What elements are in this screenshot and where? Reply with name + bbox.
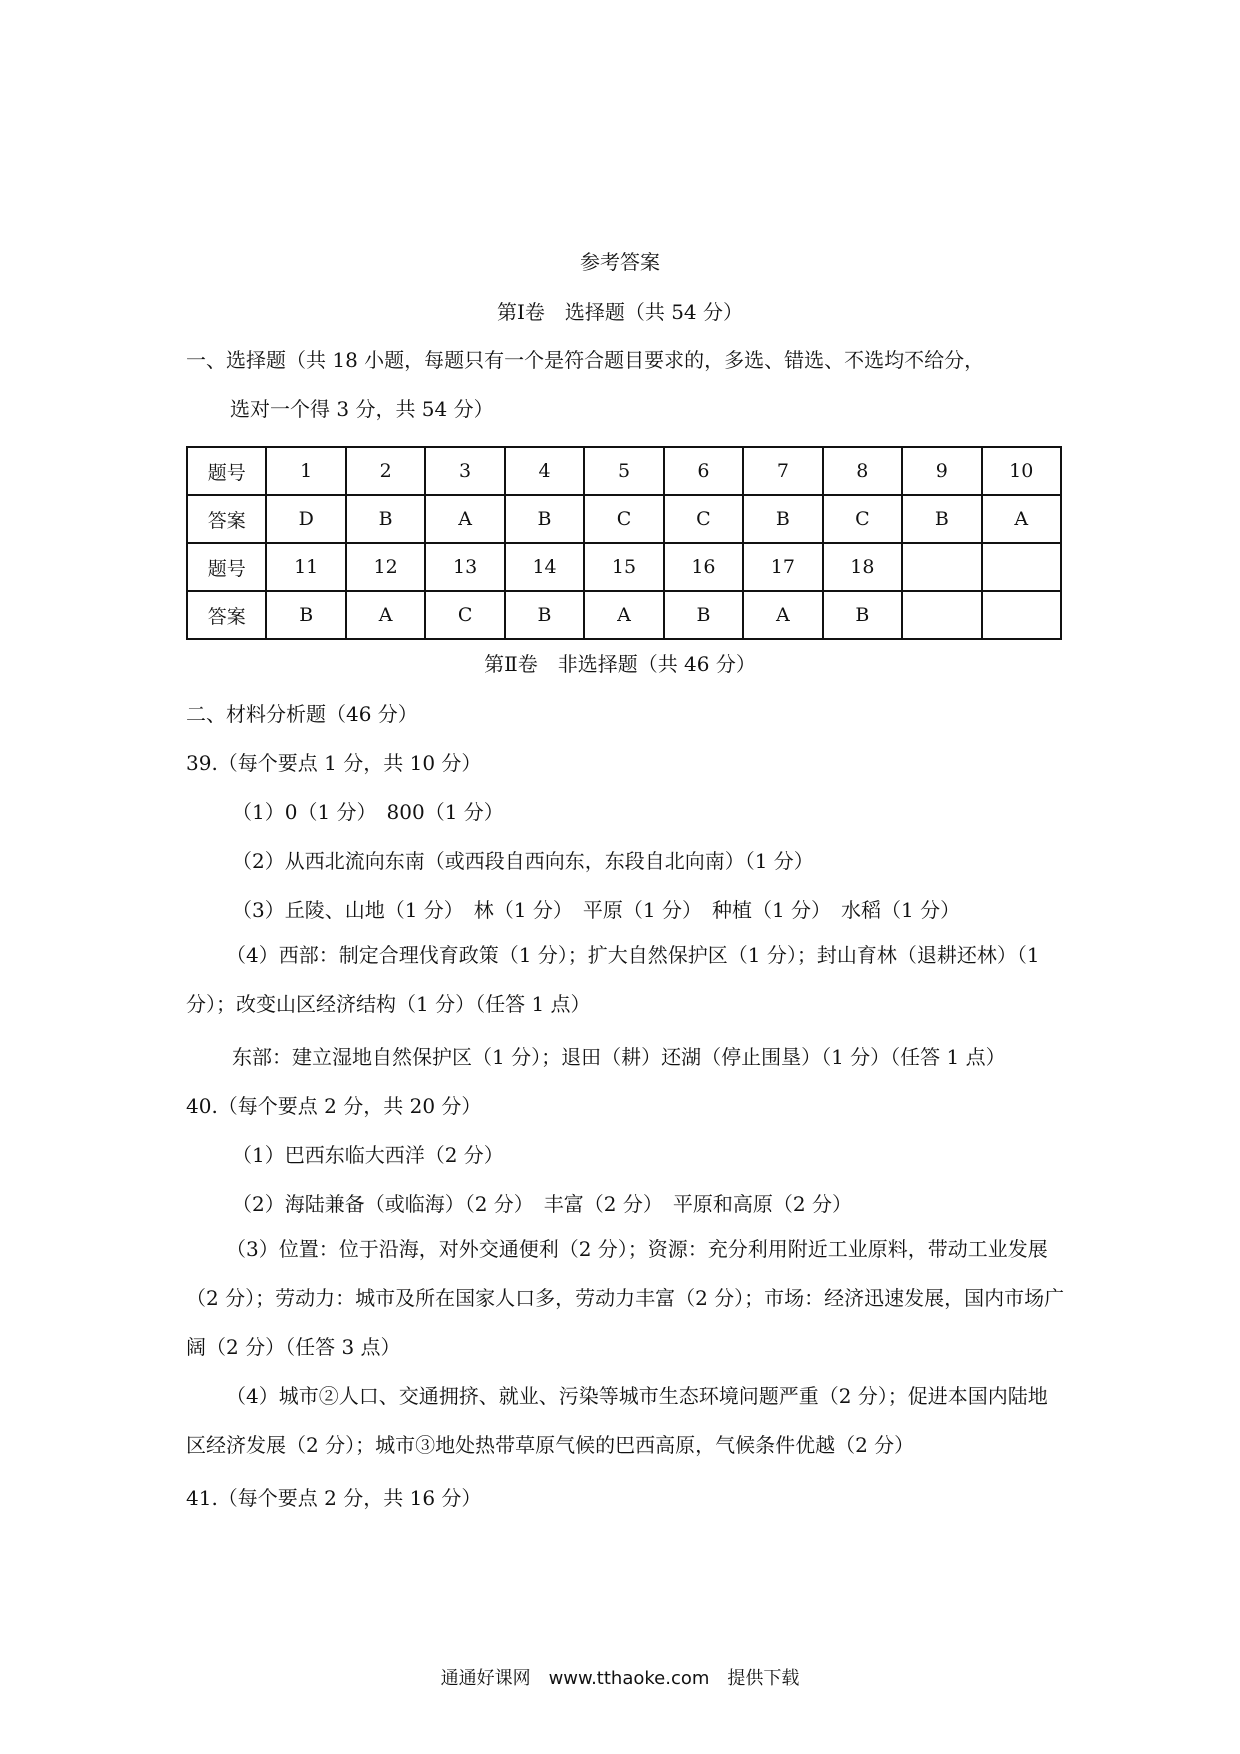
q40-answer-3: （3）位置：位于沿海，对外交通便利（2 分）；资源：充分利用附近工业原料，带动工业发展（2 分）；劳动力：城市及所在国家人口多，劳动力丰富（2 分）；市场：经济迅速发展，国内市场广阔（2 分）（任答 3 点） [186,1237,1065,1359]
table-cell: 10 [982,447,1061,495]
table-cell: 7 [743,447,822,495]
table-cell: B [505,591,584,639]
table-cell: A [346,591,425,639]
q39-answer-4-east: 东部：建立湿地自然保护区（1 分）；退田（耕）还湖（停止围垦）（1 分）（任答 1 点） [232,1045,1006,1069]
table-cell: B [505,495,584,543]
section2-heading: 第Ⅱ卷 非选择题（共 46 分） [484,652,756,676]
table-cell: B [266,591,345,639]
table-cell: 17 [743,543,822,591]
footer-credit: 通通好课网 www.tthaoke.com 提供下载 [440,1668,800,1689]
table-cell: A [425,495,504,543]
table-cell: C [425,591,504,639]
table-cell: 12 [346,543,425,591]
q39-answer-4: （4）西部：制定合理伐育政策（1 分）；扩大自然保护区（1 分）；封山育林（退耕还林）（1 分）；改变山区经济结构（1 分）（任答 1 点） [186,943,1040,1016]
table-row [187,591,1061,639]
table-row [187,447,1061,495]
table-row-label: 题号 [187,447,266,495]
table-cell: 13 [425,543,504,591]
table-row-label: 题号 [187,543,266,591]
table-cell: 16 [664,543,743,591]
table-cell: 2 [346,447,425,495]
table-row-label: 答案 [187,591,266,639]
table-cell: A [743,591,822,639]
table-cell: B [664,591,743,639]
table-cell: B [743,495,822,543]
table-cell: 3 [425,447,504,495]
table-cell: C [823,495,902,543]
table-cell [902,543,981,591]
q40-answer-1: （1）巴西东临大西洋（2 分） [232,1143,504,1167]
q39-answer-1: （1）0（1 分） 800（1 分） [232,800,504,824]
table-cell: 1 [266,447,345,495]
q40-header: 40.（每个要点 2 分，共 20 分） [186,1094,482,1118]
table-cell [982,543,1061,591]
q40-answer-2: （2）海陆兼备（或临海）（2 分） 丰富（2 分） 平原和高原（2 分） [232,1192,852,1216]
table-row [187,495,1061,543]
table-cell: A [584,591,663,639]
answer-table [186,446,1062,640]
table-cell: 5 [584,447,663,495]
section1-heading: 第Ⅰ卷 选择题（共 54 分） [496,300,744,324]
table-cell: 6 [664,447,743,495]
q39-answer-3: （3）丘陵、山地（1 分） 林（1 分） 平原（1 分） 种植（1 分） 水稻（1 分） [232,898,961,922]
table-cell: 18 [823,543,902,591]
section2-subheading: 二、材料分析题（46 分） [186,702,418,726]
q39-answer-2: （2）从西北流向东南（或西段自西向东，东段自北向南）（1 分） [232,849,814,873]
table-row-label: 答案 [187,495,266,543]
table-cell [982,591,1061,639]
table-cell: 11 [266,543,345,591]
table-row [187,543,1061,591]
table-cell [902,591,981,639]
page-title: 参考答案 [580,250,660,274]
instruction-line1: 一、选择题（共 18 小题，每题只有一个是符合题目要求的，多选、错选、不选均不给分， [186,348,985,372]
table-cell: 14 [505,543,584,591]
q39-header: 39.（每个要点 1 分，共 10 分） [186,751,482,775]
table-cell: C [664,495,743,543]
table-cell: D [266,495,345,543]
instruction-line2: 选对一个得 3 分，共 54 分） [230,397,494,421]
q40-answer-4: （4）城市②人口、交通拥挤、就业、污染等城市生态环境问题严重（2 分）；促进本国内陆地区经济发展（2 分）；城市③地处热带草原气候的巴西高原，气候条件优越（2 分） [186,1384,1048,1457]
table-cell: C [584,495,663,543]
table-cell: B [346,495,425,543]
table-cell: B [823,591,902,639]
table-cell: A [982,495,1061,543]
table-cell: 8 [823,447,902,495]
table-cell: 15 [584,543,663,591]
q41-header: 41.（每个要点 2 分，共 16 分） [186,1486,482,1510]
table-cell: B [902,495,981,543]
table-cell: 9 [902,447,981,495]
table-cell: 4 [505,447,584,495]
